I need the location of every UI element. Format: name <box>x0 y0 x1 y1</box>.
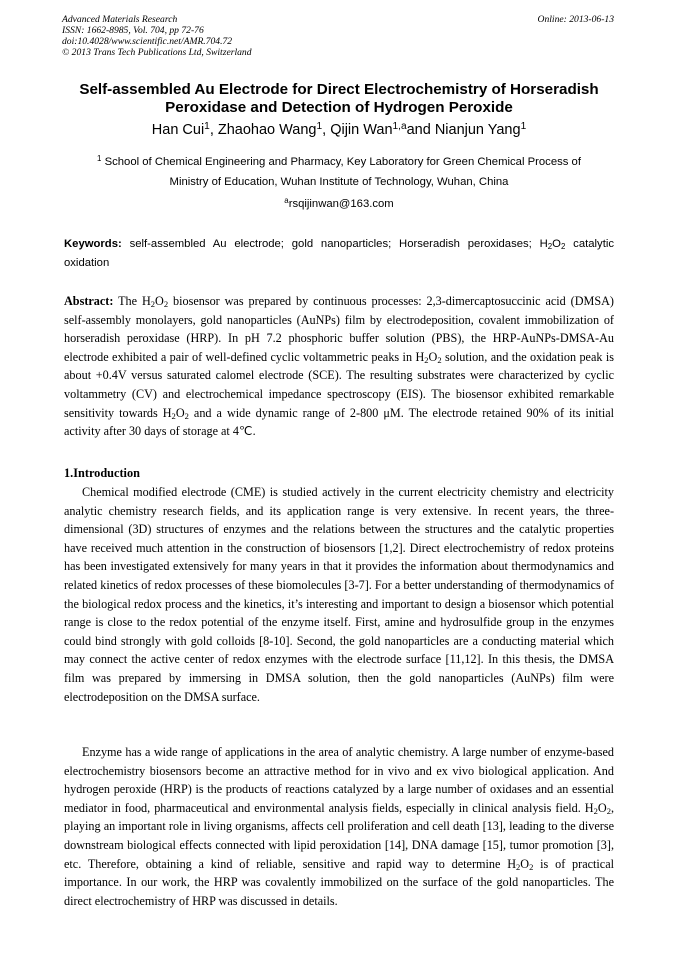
abstract-text: O <box>155 294 164 308</box>
abstract-text: and a wide dynamic range of 2-800 μM. The electrode retained 90% of its initial activity after 30 days of storage at 4℃. <box>64 405 614 439</box>
subscript: 2 <box>593 805 598 816</box>
subscript: 2 <box>150 299 156 310</box>
author-name: Nianjun Yang <box>434 122 521 138</box>
author-affil-mark: 1 <box>316 120 323 132</box>
abstract-label: Abstract: <box>64 294 114 308</box>
copyright-line: © 2013 Trans Tech Publications Ltd, Switzerland <box>62 47 252 58</box>
keywords <box>64 235 614 273</box>
doi-line: doi:10.4028/www.scientific.net/AMR.704.72 <box>62 36 233 47</box>
abstract-text: O <box>175 405 185 420</box>
issn-line: ISSN: 1662-8985, Vol. 704, pp 72-76 <box>62 25 204 36</box>
online-date: Online: 2013-06-13 <box>537 14 614 25</box>
author-separator: , <box>322 122 331 138</box>
abstract-text: O <box>428 349 438 364</box>
author-name: Qijin Wan <box>330 122 393 138</box>
paragraph-text: is of practical importance. In our work, the HRP was covalently immobilized on the surface of the gold nanoparticles. The direct electrochemistry of HRP was discussed in details. <box>64 856 614 908</box>
keywords-label: Keywords: <box>64 238 122 250</box>
section-heading-introduction: 1.Introduction <box>64 466 140 480</box>
email-address: rsqijinwan@163.com <box>288 198 394 210</box>
keywords-text: O <box>552 238 561 250</box>
intro-paragraph-2 <box>64 743 614 910</box>
corresponding-email <box>40 196 638 212</box>
affiliation-line-2: Ministry of Education, Wuhan Institute of Technology, Wuhan, China <box>169 176 509 188</box>
subscript: 2 <box>163 299 169 310</box>
subscript: 2 <box>529 861 534 872</box>
author-affil-mark: 1 <box>204 120 210 132</box>
affiliation <box>40 152 638 192</box>
affiliation-line-1: School of Chemical Engineering and Pharmacy, Key Laboratory for Green Chemical Process of <box>104 156 581 168</box>
title-line-1: Self-assembled Au Electrode for Direct Electrochemistry of Horseradish <box>79 81 599 98</box>
paragraph-text: O <box>597 800 607 815</box>
intro-paragraph-1: Chemical modified electrode (CME) is studied actively in the current electricity chemistry and electricity analytic chemistry research fields, and its application range is very extensive. In recent years, the three-dimensional (3D) structures of enzymes and the relations between the structures and the catalytic properties have received much attention in the construction of biosensors [1,2]. Direct electrochemistry of redox proteins has been investigated extensively for many years in that it provides the information about thermodynamics and related kinetics of redox processes of these biomolecules [3-7]. For a better understanding of thermodynamics of the biological redox process and the kinetics, it’s interesting and important to design a biosensor which potential range is close to the redox potential of the enzyme itself. First, amine and hydrosulfide group in the enzymes could bind strongly with gold colloids [8-10]. Second, the gold nanoparticles are a conducting material which may connect the active center of redox enzymes with the electrode surface [11,12]. In this thesis, the DMSA film was prepared by immersing in DMSA solution, then the gold nanoparticles (AuNPs) film were electrodeposition on the DMSA surface. <box>64 485 614 704</box>
paragraph-text: , playing an important role in living organisms, affects cell proliferation and cell death [13], leading to the diverse downstream biological effects connected with lipid peroxidation [14], DNA damage [15], tumor promotion [3], etc. Therefore, obtaining a kind of reliable, sensitive and rapid way to determine H <box>64 800 614 871</box>
author-separator: , <box>209 122 218 138</box>
subscript: 2 <box>437 354 442 365</box>
abstract-text: solution, and the oxidation peak is about +0.4V versus saturated calomel electrode (SCE). The resulting substrates were characterized by cyclic voltammetry (CV) and electrochemical impedance spectroscopy (EIS). The biosensor exhibited remarkable sensitivity towards H <box>64 349 614 420</box>
subscript: 2 <box>184 410 189 421</box>
keywords-text: self-assembled Au electrode; gold nanoparticles; Horseradish peroxidases; H <box>121 238 548 250</box>
author-affil-mark: 1 <box>520 120 527 132</box>
paragraph-text: Enzyme has a wide range of applications in the area of analytic chemistry. A large number of enzyme-based electrochemistry biosensors become an attractive method for in vivo and ex vivo biological application. And hydrogen peroxide (HRP) is the products of reactions catalyzed by a large number of oxidases and an essential mediator in food, pharmaceutical and environmental analysis fields, especially in clinical analysis field. H <box>64 745 614 815</box>
keywords-text: catalytic oxidation <box>64 238 614 269</box>
author-list <box>40 121 638 140</box>
subscript: 2 <box>560 241 566 251</box>
journal-name: Advanced Materials Research <box>62 14 178 25</box>
subscript: 2 <box>171 410 176 421</box>
paper-title <box>40 81 638 117</box>
journal-header <box>62 14 252 58</box>
subscript: 2 <box>424 354 429 365</box>
subscript: 2 <box>606 805 611 816</box>
abstract <box>64 292 614 441</box>
author-name: Han Cui <box>151 122 205 138</box>
author-name: Zhaohao Wang <box>217 122 317 138</box>
author-and: and <box>406 122 435 138</box>
abstract-text: The H <box>113 294 151 308</box>
title-line-2: Peroxidase and Detection of Hydrogen Peroxide <box>165 99 513 116</box>
email-mark: a <box>284 196 289 206</box>
subscript: 2 <box>547 241 553 251</box>
author-affil-mark: 1,a <box>392 120 407 132</box>
paragraph-text: O <box>520 856 530 871</box>
affiliation-mark: 1 <box>97 154 102 164</box>
subscript: 2 <box>516 861 521 872</box>
abstract-text: biosensor was prepared by continuous processes: 2,3-dimercaptosuccinic acid (DMSA) self-assembly monolayers, gold nanoparticles (AuNPs) film by electrodeposition, covalent immobilization of horseradish peroxidase (HRP). In pH 7.2 phosphoric buffer solution (PBS), the HRP-AuNPs-DMSA-Au electrode exhibited a pair of well-defined cyclic voltammetric peaks in H <box>64 294 614 364</box>
